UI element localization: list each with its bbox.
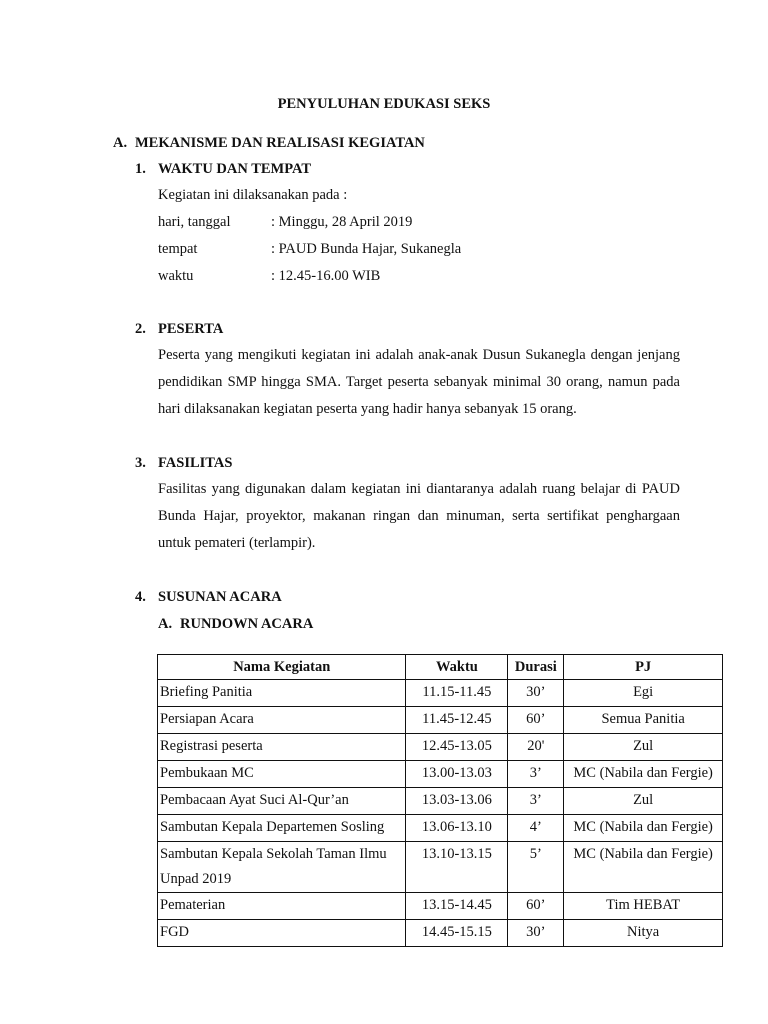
- cell-activity: FGD: [158, 920, 406, 947]
- table-row: [158, 893, 723, 920]
- subsection-heading: RUNDOWN ACARA: [180, 616, 314, 632]
- detail-label-place: tempat: [158, 241, 198, 257]
- table-row: [158, 920, 723, 947]
- detail-label-time: waktu: [158, 268, 194, 284]
- section-2-paragraph: Peserta yang mengikuti kegiatan ini adalah anak-anak Dusun Sukanegla dengan jenjang pendidikan SMP hingga SMA. Target peserta sebanyak minimal 30 orang, namun pada hari dilaksanakan kegiatan peserta yang hadir hanya sebanyak 15 orang.: [158, 347, 680, 417]
- cell-pic: Semua Panitia: [564, 707, 723, 734]
- section-3-number: 3.: [135, 455, 146, 471]
- document-title: PENYULUHAN EDUKASI SEKS: [277, 96, 491, 112]
- rundown-table: [157, 654, 723, 947]
- cell-activity: Sambutan Kepala Sekolah Taman Ilmu Unpad 2019: [158, 842, 406, 893]
- cell-duration: 5’: [508, 842, 564, 893]
- section-3-heading: FASILITAS: [158, 455, 233, 471]
- cell-time: 13.10-13.15: [406, 842, 508, 893]
- section-2-heading: PESERTA: [158, 321, 224, 337]
- section-a-letter: A.: [113, 135, 128, 151]
- section-a-heading: MEKANISME DAN REALISASI KEGIATAN: [135, 135, 425, 151]
- cell-duration: 60’: [508, 707, 564, 734]
- section-4-number: 4.: [135, 589, 146, 605]
- cell-pic: Nitya: [564, 920, 723, 947]
- section-1-heading: WAKTU DAN TEMPAT: [158, 161, 312, 177]
- cell-pic: Zul: [564, 788, 723, 815]
- cell-time: 12.45-13.05: [406, 734, 508, 761]
- header-activity: Nama Kegiatan: [158, 655, 406, 680]
- subsection-letter: A.: [158, 616, 173, 632]
- cell-time: 13.06-13.10: [406, 815, 508, 842]
- cell-duration: 20': [508, 734, 564, 761]
- header-duration: Durasi: [508, 655, 564, 680]
- table-row: [158, 761, 723, 788]
- cell-pic: Tim HEBAT: [564, 893, 723, 920]
- cell-pic: Zul: [564, 734, 723, 761]
- header-pic: PJ: [564, 655, 723, 680]
- section-1-intro: Kegiatan ini dilaksanakan pada :: [158, 187, 348, 203]
- section-3-paragraph: Fasilitas yang digunakan dalam kegiatan ini diantaranya adalah ruang belajar di PAUD Bunda Hajar, proyektor, makanan ringan dan minuman, serta sertifikat penghargaan untuk pemateri (terlampir).: [158, 481, 680, 551]
- cell-activity: Persiapan Acara: [158, 707, 406, 734]
- cell-pic: MC (Nabila dan Fergie): [564, 842, 723, 893]
- cell-activity: Sambutan Kepala Departemen Sosling: [158, 815, 406, 842]
- cell-pic: Egi: [564, 680, 723, 707]
- table-row: [158, 707, 723, 734]
- detail-value-date: : Minggu, 28 April 2019: [271, 214, 413, 230]
- cell-pic: MC (Nabila dan Fergie): [564, 815, 723, 842]
- table-header-row: [158, 655, 723, 680]
- cell-time: 11.15-11.45: [406, 680, 508, 707]
- cell-activity: Pembukaan MC: [158, 761, 406, 788]
- cell-duration: 4’: [508, 815, 564, 842]
- cell-duration: 3’: [508, 761, 564, 788]
- cell-duration: 30’: [508, 680, 564, 707]
- cell-pic: MC (Nabila dan Fergie): [564, 761, 723, 788]
- detail-value-place: : PAUD Bunda Hajar, Sukanegla: [271, 241, 462, 257]
- section-1-number: 1.: [135, 161, 146, 177]
- cell-time: 13.03-13.06: [406, 788, 508, 815]
- section-4-heading: SUSUNAN ACARA: [158, 589, 282, 605]
- section-2-number: 2.: [135, 321, 146, 337]
- cell-duration: 3’: [508, 788, 564, 815]
- cell-time: 14.45-15.15: [406, 920, 508, 947]
- detail-label-date: hari, tanggal: [158, 214, 231, 230]
- cell-duration: 60’: [508, 893, 564, 920]
- table-row: [158, 842, 723, 893]
- cell-activity: Pembacaan Ayat Suci Al-Qur’an: [158, 788, 406, 815]
- cell-time: 11.45-12.45: [406, 707, 508, 734]
- cell-activity: Briefing Panitia: [158, 680, 406, 707]
- header-time: Waktu: [406, 655, 508, 680]
- table-row: [158, 680, 723, 707]
- table-row: [158, 815, 723, 842]
- cell-activity: Pematerian: [158, 893, 406, 920]
- table-row: [158, 734, 723, 761]
- cell-time: 13.15-14.45: [406, 893, 508, 920]
- cell-activity: Registrasi peserta: [158, 734, 406, 761]
- cell-duration: 30’: [508, 920, 564, 947]
- cell-time: 13.00-13.03: [406, 761, 508, 788]
- table-row: [158, 788, 723, 815]
- detail-value-time: : 12.45-16.00 WIB: [271, 268, 381, 284]
